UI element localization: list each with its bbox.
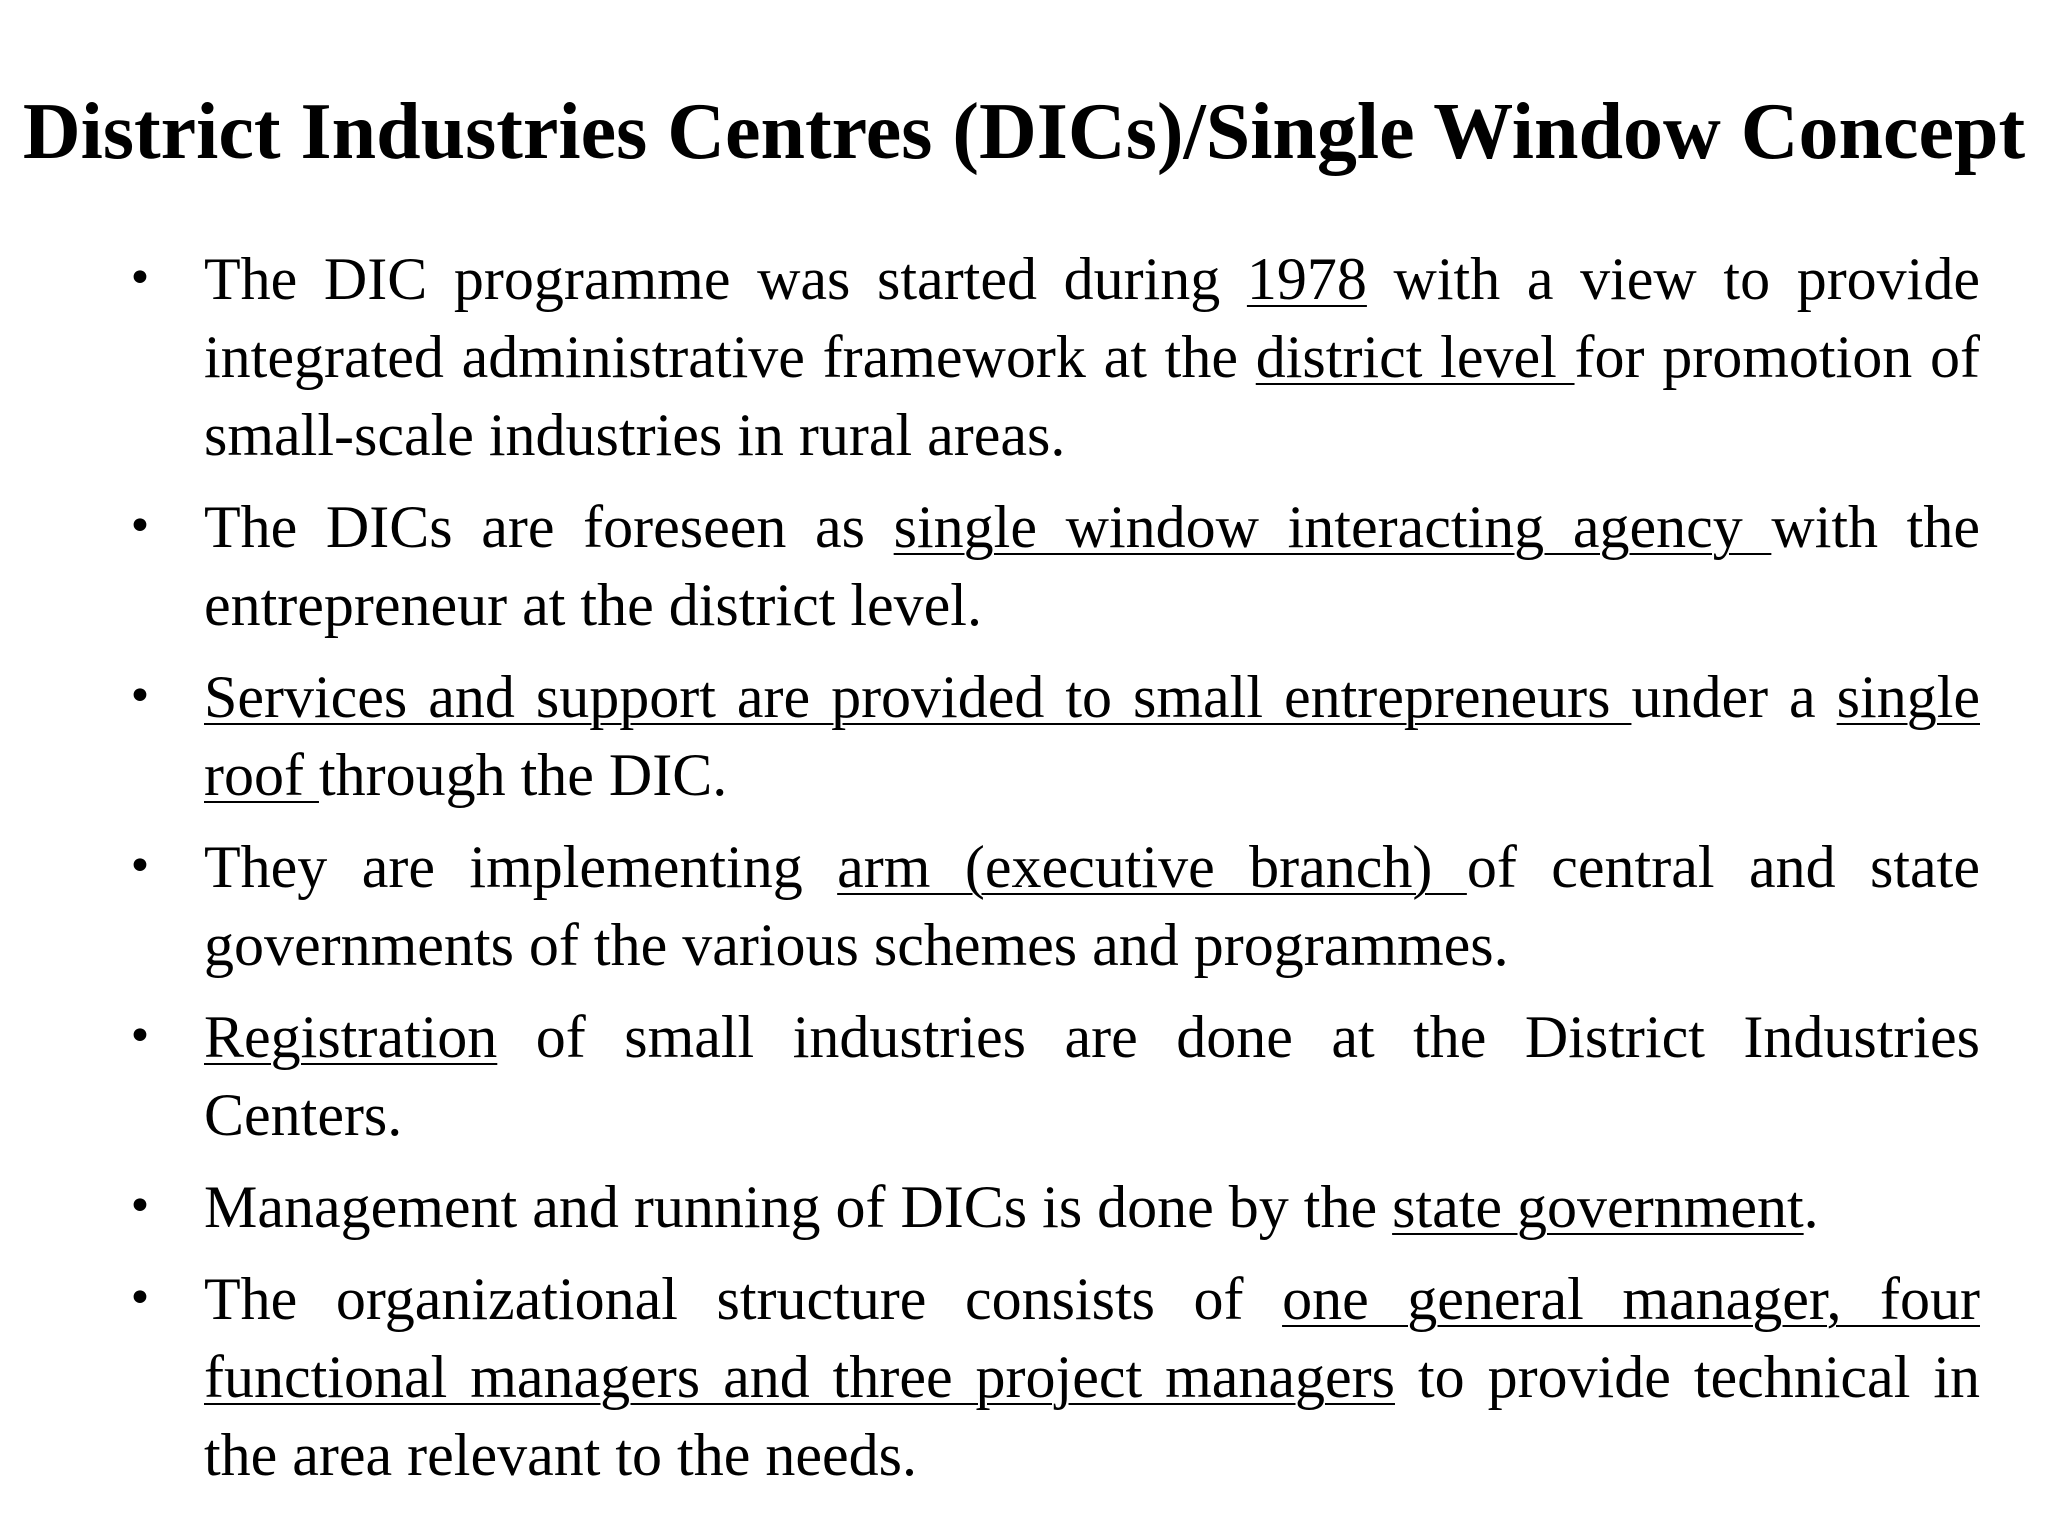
bullet-text: to provide technical in the area relevant to the needs. — [204, 1344, 1980, 1488]
underlined-text: state government — [1392, 1174, 1804, 1240]
bullet-item — [120, 488, 1980, 644]
bullet-marker: • — [127, 501, 153, 552]
bullet-item — [120, 1168, 1980, 1246]
underlined-text: single roof — [204, 664, 1980, 808]
bullet-text: of central and state governments of the various schemes and programmes. — [204, 834, 1980, 978]
underlined-text: Services and support are provided to small entrepreneurs — [204, 664, 1632, 730]
underlined-text: arm (executive branch) — [837, 834, 1467, 900]
bullet-marker: • — [127, 1273, 153, 1324]
underlined-text: one general manager, four functional managers and three project managers — [204, 1266, 1980, 1410]
bullet-text: with the entrepreneur at the district level. — [204, 494, 1980, 638]
underlined-text: district level — [1255, 324, 1575, 390]
bullet-text: The DICs are foreseen as — [204, 494, 894, 560]
bullet-item — [120, 240, 1980, 474]
bullet-marker: • — [127, 1011, 153, 1062]
bullet-text: through the DIC. — [318, 742, 728, 808]
bullet-list — [120, 240, 1980, 1508]
bullet-marker: • — [127, 841, 153, 892]
slide-title: District Industries Centres (DICs)/Single Window Concept — [22, 88, 2026, 176]
bullet-text: Management and running of DICs is done by the — [204, 1174, 1393, 1240]
bullet-text: The DIC programme was started during — [204, 246, 1247, 312]
bullet-text: for promotion of small-scale industries in rural areas. — [204, 324, 1980, 468]
underlined-text: Registration — [204, 1004, 498, 1070]
underlined-text: single window interacting agency — [893, 494, 1772, 560]
bullet-text: of small industries are done at the District Industries Centers. — [204, 1004, 1980, 1148]
underlined-text: 1978 — [1246, 246, 1367, 312]
bullet-item — [120, 658, 1980, 814]
bullet-text: They are implementing — [204, 834, 838, 900]
bullet-text: The organizational structure consists of — [204, 1266, 1283, 1332]
bullet-text: . — [1803, 1174, 1819, 1240]
bullet-text: under a — [1631, 664, 1837, 730]
bullet-item — [120, 828, 1980, 984]
bullet-text: with a view to provide integrated administrative framework at the — [204, 246, 1980, 390]
bullet-item — [120, 998, 1980, 1154]
bullet-marker: • — [127, 253, 153, 304]
bullet-item — [120, 1260, 1980, 1494]
bullet-marker: • — [127, 671, 153, 722]
bullet-marker: • — [127, 1181, 153, 1232]
